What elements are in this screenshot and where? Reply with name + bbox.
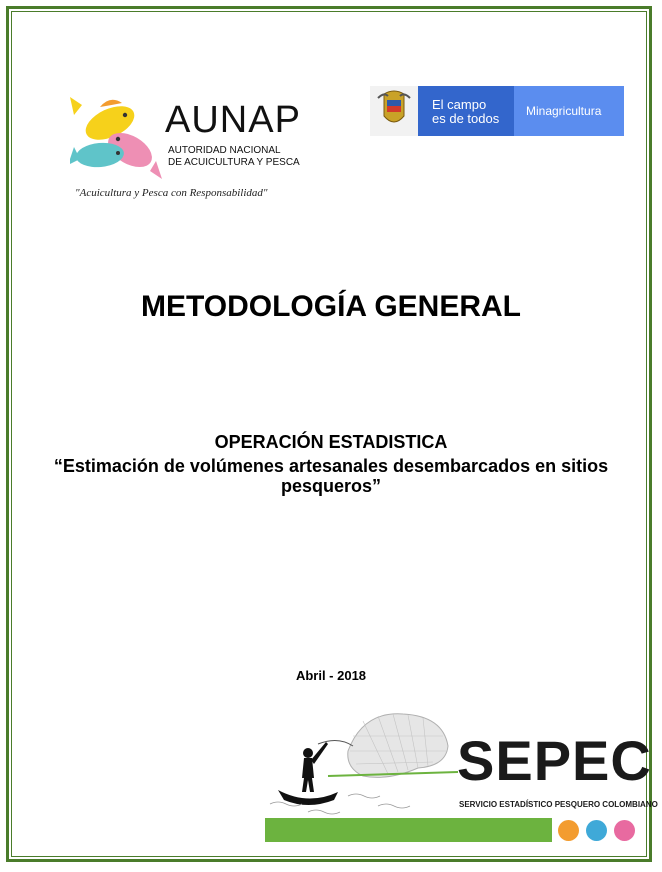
fisherman-net-icon bbox=[268, 706, 458, 818]
aunap-subtitle-line2: DE ACUICULTURA Y PESCA bbox=[168, 157, 300, 168]
fish-logo-icon bbox=[70, 95, 165, 180]
document-title: METODOLOGÍA GENERAL bbox=[140, 290, 521, 323]
aunap-logo bbox=[70, 95, 310, 210]
sepec-green-bar bbox=[265, 818, 552, 842]
aunap-subtitle-line1: AUTORIDAD NACIONAL bbox=[168, 145, 281, 156]
orange-fish-badge-icon bbox=[558, 820, 579, 841]
gov-slogan-line1: El campo bbox=[432, 97, 487, 112]
coat-of-arms-box bbox=[370, 86, 418, 136]
government-banner bbox=[370, 86, 624, 136]
operation-name: “Estimación de volúmenes artesanales desembarcados en sitios pesqueros” bbox=[53, 456, 609, 496]
ministry-box bbox=[514, 86, 624, 136]
coat-of-arms-icon bbox=[370, 86, 418, 136]
operation-label: OPERACIÓN ESTADISTICA bbox=[214, 432, 448, 452]
sepec-full-name: SERVICIO ESTADÍSTICO PESQUERO COLOMBIANO bbox=[459, 800, 658, 809]
pink-fish-badge-icon bbox=[614, 820, 635, 841]
blue-fish-badge-icon bbox=[586, 820, 607, 841]
aunap-name: AUNAP bbox=[165, 99, 301, 141]
document-date: Abril - 2018 bbox=[295, 668, 367, 683]
gov-slogan-box bbox=[418, 86, 514, 136]
ministry-name: Minagricultura bbox=[526, 104, 602, 118]
gov-slogan-line2: es de todos bbox=[432, 111, 500, 126]
sepec-name: SEPEC bbox=[457, 729, 652, 792]
aunap-tagline: "Acuicultura y Pesca con Responsabilidad" bbox=[75, 187, 268, 199]
